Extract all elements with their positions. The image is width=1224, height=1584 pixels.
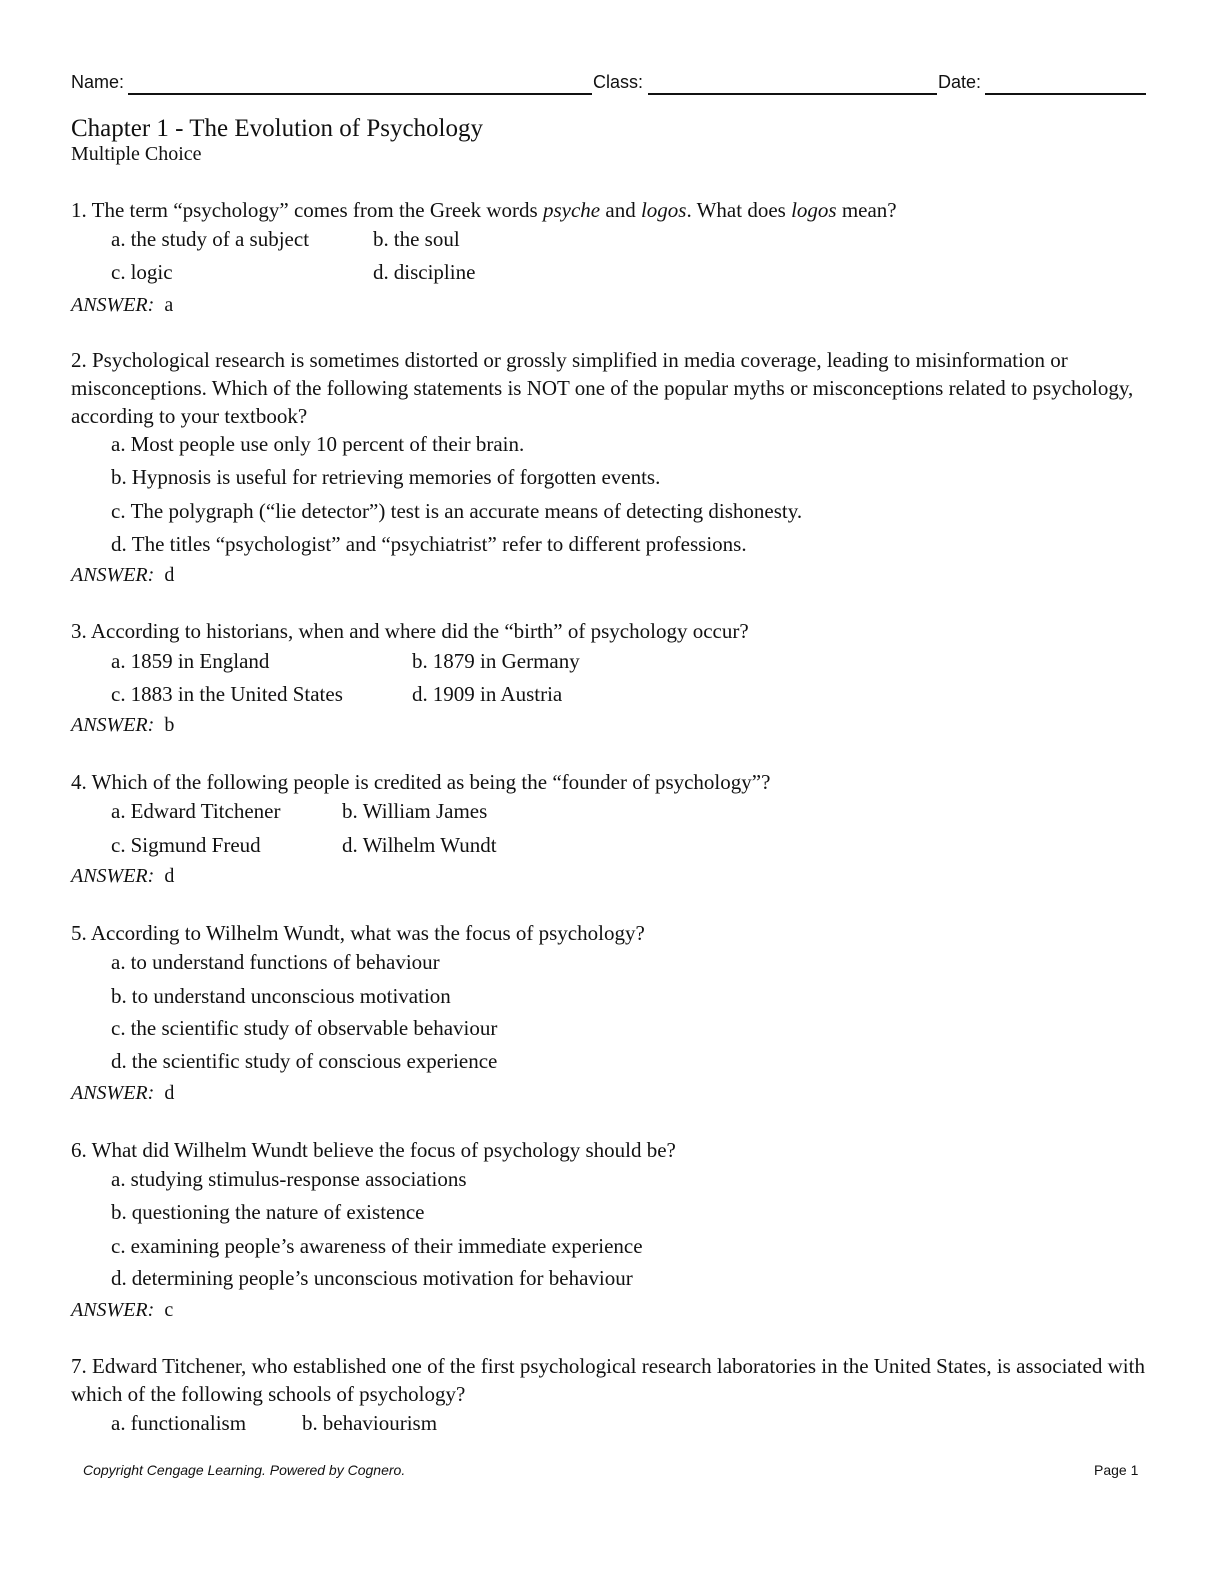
question-7-text: 7. Edward Titchener, who established one of the first psychological research laboratories in the United States, is associated with which of the following schools of psychology?: [71, 1354, 1145, 1406]
question-5-option-a: a. to understand functions of behaviour: [111, 950, 440, 974]
question-4-option-c: c. Sigmund Freud: [111, 833, 261, 857]
question-1-option-a: a. the study of a subject: [111, 227, 310, 251]
question-2-text: 2. Psychological research is sometimes distorted or grossly simplified in media coverage, leading to misinformation or misconceptions. Which of the following statements is NOT one of the popular myths or misconceptions related to psychology, according to your textbook?: [71, 348, 1134, 428]
question-4-option-d: d. Wilhelm Wundt: [342, 833, 497, 857]
question-4-text: 4. Which of the following people is credited as being the “founder of psychology”?: [71, 770, 771, 794]
footer-copyright: Copyright Cengage Learning. Powered by Cognero.: [83, 1462, 406, 1478]
question-4-option-a: a. Edward Titchener: [111, 799, 281, 823]
question-3-option-c: c. 1883 in the United States: [111, 682, 343, 706]
question-5-option-c: c. the scientific study of observable behaviour: [111, 1016, 498, 1040]
question-6-option-b: b. questioning the nature of existence: [111, 1200, 425, 1224]
question-6-option-a: a. studying stimulus-response associations: [111, 1167, 467, 1191]
question-6-answer: ANSWER: c: [71, 1299, 174, 1321]
question-3-option-b: b. 1879 in Germany: [412, 649, 580, 673]
question-3-option-d: d. 1909 in Austria: [412, 682, 563, 706]
date-blank-line: [985, 93, 1146, 95]
name-blank-line: [128, 93, 592, 95]
question-2-option-b: b. Hypnosis is useful for retrieving memories of forgotten events.: [111, 465, 661, 489]
question-5-answer: ANSWER: d: [71, 1082, 175, 1104]
class-blank-line: [648, 93, 937, 95]
question-2-option-c: c. The polygraph (“lie detector”) test is an accurate means of detecting dishonesty.: [111, 499, 803, 523]
question-6-option-c: c. examining people’s awareness of their immediate experience: [111, 1234, 643, 1258]
question-4-option-b: b. William James: [342, 799, 488, 823]
question-2-answer: ANSWER: d: [71, 564, 175, 586]
chapter-title: Chapter 1 - The Evolution of Psychology: [71, 115, 483, 142]
question-1-option-c: c. logic: [111, 260, 173, 284]
question-5-option-b: b. to understand unconscious motivation: [111, 984, 451, 1008]
question-1-answer: ANSWER: a: [71, 294, 174, 316]
question-4-answer: ANSWER: d: [71, 865, 175, 887]
question-1-option-b: b. the soul: [373, 227, 460, 251]
name-label: Name:: [71, 72, 125, 92]
question-3-answer: ANSWER: b: [71, 714, 175, 736]
footer-page-number: Page 1: [1094, 1462, 1139, 1478]
question-5-option-d: d. the scientific study of conscious experience: [111, 1049, 498, 1073]
question-1-option-d: d. discipline: [373, 260, 476, 284]
question-2-option-a: a. Most people use only 10 percent of their brain.: [111, 432, 525, 456]
question-3-text: 3. According to historians, when and where did the “birth” of psychology occur?: [71, 619, 749, 643]
question-2-option-d: d. The titles “psychologist” and “psychiatrist” refer to different professions.: [111, 532, 747, 556]
date-label: Date:: [938, 72, 982, 92]
question-6-option-d: d. determining people’s unconscious motivation for behaviour: [111, 1266, 633, 1290]
question-5-text: 5. According to Wilhelm Wundt, what was the focus of psychology?: [71, 921, 645, 945]
question-6-text: 6. What did Wilhelm Wundt believe the focus of psychology should be?: [71, 1138, 676, 1162]
question-1-text: 1. The term “psychology” comes from the Greek words psyche and logos. What does logos mean?: [71, 198, 897, 222]
question-7-option-a: a. functionalism: [111, 1411, 247, 1435]
question-3-option-a: a. 1859 in England: [111, 649, 270, 673]
question-7-option-b: b. behaviourism: [302, 1411, 438, 1435]
class-label: Class:: [593, 72, 644, 92]
section-subtitle: Multiple Choice: [71, 143, 202, 165]
